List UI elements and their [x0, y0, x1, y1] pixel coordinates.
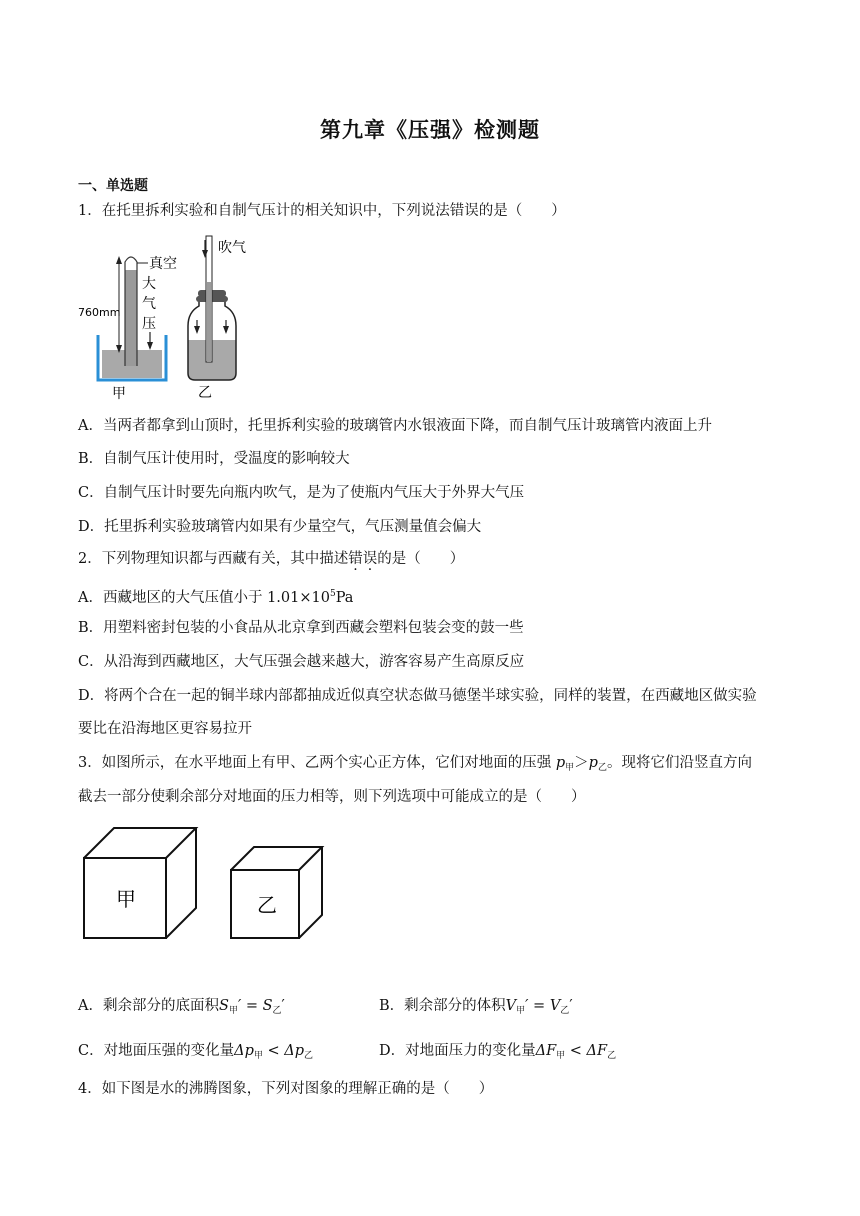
subscript: 甲 [253, 1051, 263, 1061]
relation: < Δp [262, 1043, 304, 1059]
q1-option-a: A．当两者都拿到山顶时，托里拆利实验的玻璃管内水银液面下降，而自制气压计玻璃管内液面上升 [78, 418, 712, 434]
apparatus-label-jia: 甲 [112, 386, 126, 402]
q2-option-d-line1: D．将两个合在一起的铜半球内部都抽成近似真空状态做马德堡半球实验，同样的装置，在西藏地区做实验 [78, 688, 757, 704]
q1-option-b: B．自制气压计使用时，受温度的影响较大 [78, 451, 350, 467]
relation: ′ = S [237, 998, 273, 1014]
q1-option-c: C．自制气压计时要先向瓶内吹气，是为了使瓶内气压大于外界大气压 [78, 485, 525, 501]
q1-figure [78, 232, 272, 402]
subscript: 乙 [304, 1051, 314, 1061]
atm-label-2: 气 [142, 296, 156, 312]
atm-label-3: 压 [142, 316, 156, 332]
q2-option-b: B．用塑料密封包装的小食品从北京拿到西藏会塑料包装会变的鼓一些 [78, 620, 524, 636]
var-df: ΔF [535, 1043, 557, 1059]
q3-option-d-text: D．对地面压力的变化量 [379, 1043, 536, 1059]
homemade-barometer [188, 236, 246, 401]
q2-stem-text: 2．下列物理知识都与西藏有关，其中描述 [78, 551, 349, 567]
q3-option-b [379, 996, 573, 1021]
cube-label-yi: 乙 [257, 893, 277, 917]
var-p: p [588, 755, 598, 771]
vacuum-label: 真空 [149, 256, 177, 272]
subscript: 甲 [565, 763, 575, 773]
q1-option-d: D．托里拆利实验玻璃管内如果有少量空气，气压测量值会偏大 [78, 519, 482, 535]
q3-option-a-text: A．剩余部分的底面积 [78, 998, 219, 1014]
exponent: 5 [329, 589, 336, 599]
q3-option-c-text: C．对地面压强的变化量 [78, 1043, 235, 1059]
prime: ′ [569, 998, 573, 1014]
atm-label-1: 大 [142, 276, 156, 292]
q2-option-a [78, 584, 353, 608]
subscript: 乙 [597, 763, 607, 773]
var-p: p [555, 755, 566, 771]
q3-option-a [78, 996, 285, 1021]
q2-option-c: C．从沿海到西藏地区，大气压强会越来越大，游客容易产生高原反应 [78, 654, 525, 670]
relation: ′ = V [525, 998, 561, 1014]
q4-stem: 4．如下图是水的沸腾图象，下列对图象的理解正确的是（ ） [78, 1081, 494, 1097]
subscript: 乙 [560, 1006, 570, 1016]
page-title: 第九章《压强》检测题 [320, 118, 540, 142]
q3-option-d [379, 1041, 616, 1066]
q2-option-d-line2: 要比在沿海地区更容易拉开 [78, 721, 252, 737]
apparatus-label-yi: 乙 [198, 385, 212, 401]
q3-stem-text: 3．如图所示，在水平地面上有甲、乙两个实心正方体，它们对地面的压强 [78, 755, 552, 771]
relation: ＞ [574, 755, 589, 771]
var-s: S [218, 998, 229, 1014]
subscript: 乙 [607, 1051, 617, 1061]
q2-option-a-text: A．西藏地区的大气压值小于 1.01×10 [78, 590, 330, 606]
q3-stem-line2: 截去一部分使剩余部分对地面的压力相等，则下列选项中可能成立的是（ ） [78, 789, 586, 805]
q3-option-b-text: B．剩余部分的体积 [379, 998, 506, 1014]
q2-stem-text: 的是（ ） [377, 551, 465, 567]
section-heading: 一、单选题 [78, 178, 148, 194]
cube-jia [84, 828, 196, 938]
q2-stem [78, 549, 464, 569]
blow-label: 吹气 [218, 240, 246, 256]
q3-cubes-figure [80, 826, 340, 942]
emphasis-char: 误 [362, 551, 378, 567]
relation: < ΔF [565, 1043, 608, 1059]
height-label: 760mm [78, 306, 121, 319]
cube-label-jia: 甲 [116, 887, 136, 911]
q3-stem-text: 。现将它们沿竖直方向 [606, 755, 752, 771]
q3-option-c [78, 1041, 313, 1066]
subscript: 乙 [272, 1006, 282, 1016]
subscript: 甲 [556, 1051, 566, 1061]
emphasis-char: 错 [348, 551, 363, 567]
q1-stem: 1．在托里拆利实验和自制气压计的相关知识中，下列说法错误的是（ ） [78, 203, 566, 219]
subscript: 甲 [228, 1006, 238, 1016]
torricelli-apparatus [78, 255, 177, 402]
q3-stem-line1 [78, 753, 752, 778]
var-dp: Δp [234, 1043, 254, 1059]
var-v: V [505, 998, 517, 1014]
unit: Pa [335, 590, 354, 606]
prime: ′ [281, 998, 285, 1014]
subscript: 甲 [516, 1006, 526, 1016]
